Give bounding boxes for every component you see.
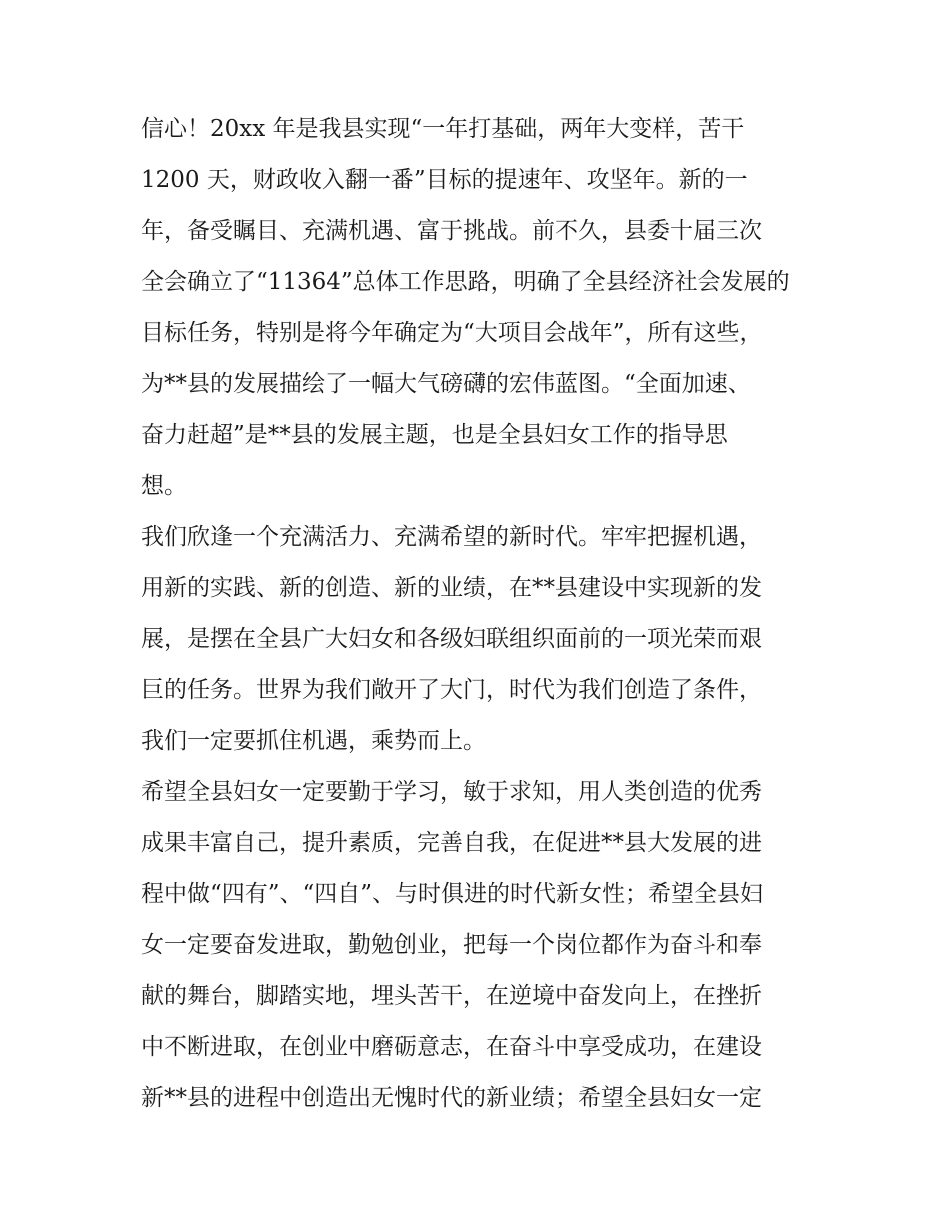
paragraph-1 <box>141 104 821 512</box>
text-line: 程中做“四有”、“四自”、与时俱进的时代新女性；希望全县妇 <box>141 881 764 907</box>
paragraph-2 <box>141 512 821 767</box>
text-line: 信心！20xx 年是我县实现“一年打基础，两年大变样，苦干 <box>141 116 745 142</box>
text-line: 展，是摆在全县广大妇女和各级妇联组织面前的一项光荣而艰 <box>141 626 762 652</box>
text-line: 年，备受瞩目、充满机遇、富于挑战。前不久，县委十届三次 <box>141 218 762 244</box>
text-line: 为**县的发展描绘了一幅大气磅礴的宏伟蓝图。“全面加速、 <box>141 371 751 397</box>
text-line: 全会确立了“11364”总体工作思路，明确了全县经济社会发展的 <box>141 269 790 295</box>
text-line: 希望全县妇女一定要勤于学习，敏于求知，用人类创造的优秀 <box>141 779 762 805</box>
text-line: 中不断进取，在创业中磨砺意志，在奋斗中享受成功，在建设 <box>141 1034 762 1060</box>
text-line: 奋力赶超”是**县的发展主题，也是全县妇女工作的指导思 <box>141 422 728 448</box>
text-line: 想。 <box>141 473 187 499</box>
text-line: 目标任务，特别是将今年确定为“大项目会战年”，所有这些， <box>141 320 763 346</box>
document-body <box>141 104 821 1124</box>
text-line: 巨的任务。世界为我们敞开了大门，时代为我们创造了条件， <box>141 677 762 703</box>
text-line: 女一定要奋发进取，勤勉创业，把每一个岗位都作为奋斗和奉 <box>141 932 762 958</box>
text-line: 我们欣逢一个充满活力、充满希望的新时代。牢牢把握机遇， <box>141 524 762 550</box>
text-line: 用新的实践、新的创造、新的业绩，在**县建设中实现新的发 <box>141 575 762 601</box>
text-line: 我们一定要抓住机遇，乘势而上。 <box>141 728 486 754</box>
text-line: 成果丰富自己，提升素质，完善自我，在促进**县大发展的进 <box>141 830 762 856</box>
text-line: 1200 天，财政收入翻一番”目标的提速年、攻坚年。新的一 <box>141 167 748 193</box>
text-line: 献的舞台，脚踏实地，埋头苦干，在逆境中奋发向上，在挫折 <box>141 983 762 1009</box>
paragraph-3 <box>141 767 821 1124</box>
text-line: 新**县的进程中创造出无愧时代的新业绩；希望全县妇女一定 <box>141 1085 762 1111</box>
